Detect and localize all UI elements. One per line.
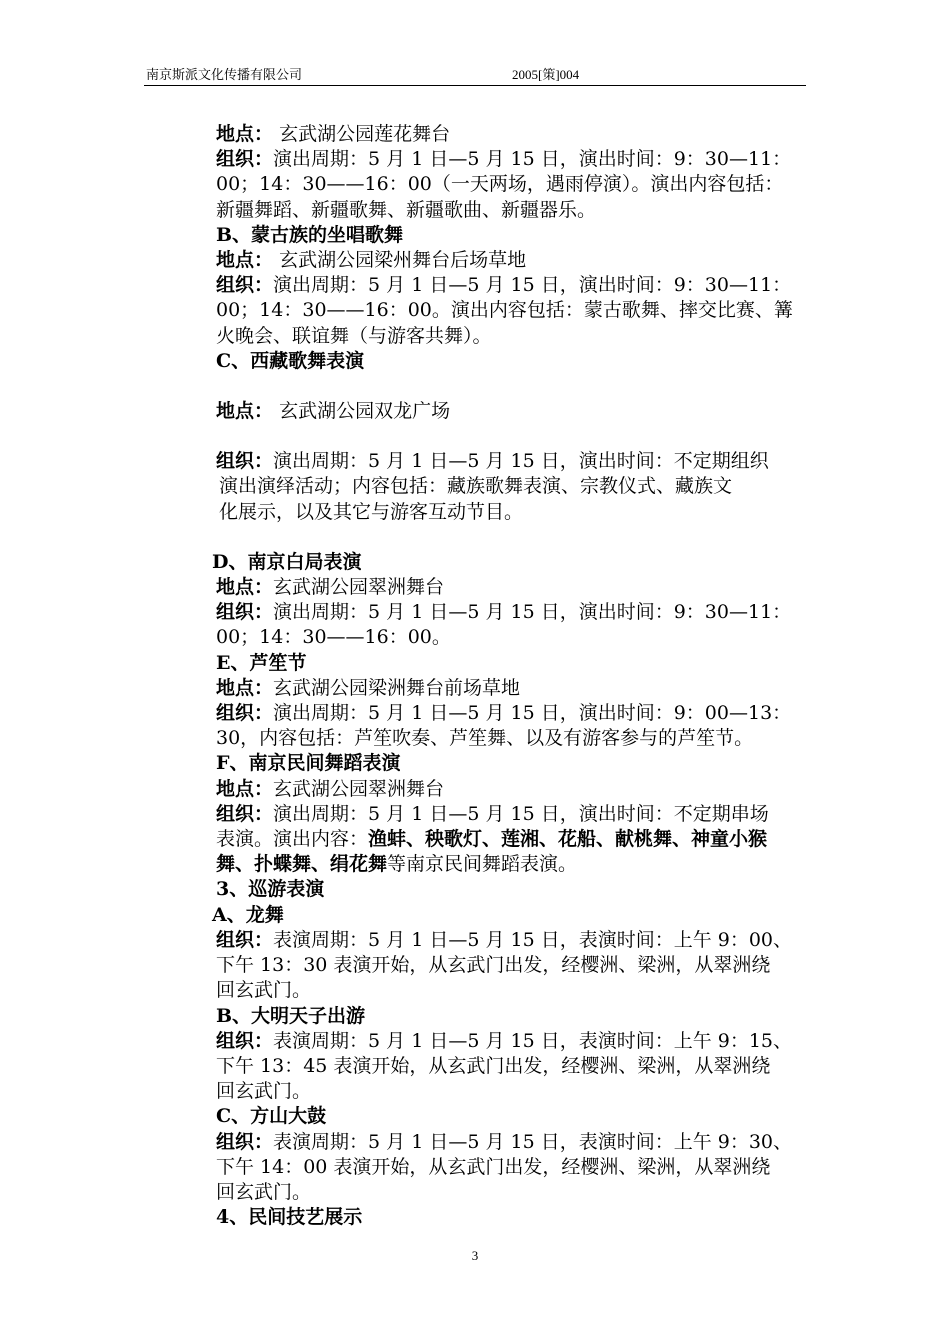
org-line: 组织：表演周期：5 月 1 日—5 月 15 日，表演时间：上午 9：00、 [216, 928, 793, 951]
text-line: 00；14：30——16：00。 [216, 626, 451, 649]
place-label: 地点 [216, 576, 255, 599]
section-heading: 4、民间技艺展示 [216, 1206, 363, 1229]
org-label: 组织 [216, 601, 255, 624]
page-number: 3 [471, 1248, 479, 1263]
section-title: A、龙舞 [212, 903, 284, 926]
place-line: 地点： 玄武湖公园双龙广场 [216, 400, 451, 423]
header-company: 南京斯派文化传播有限公司 [146, 67, 303, 82]
text-line: 新疆舞蹈、新疆歌舞、新疆歌曲、新疆器乐。 [216, 198, 597, 221]
org-label: 组织 [216, 1029, 255, 1052]
place-label: 地点 [216, 123, 255, 145]
document-body [212, 122, 816, 1230]
section-title: B、大明天子出游 [216, 1004, 366, 1027]
org-line: 组织：表演周期：5 月 1 日—5 月 15 日，表演时间：上午 9：30、 [216, 1130, 793, 1153]
text-line: 回玄武门。 [216, 979, 312, 1002]
place-line: 地点： 玄武湖公园梁州舞台后场草地 [216, 249, 527, 272]
org-label: 组织 [216, 148, 255, 171]
section-heading: 3、巡游表演 [216, 878, 325, 901]
text-line: 演出演绎活动；内容包括：藏族歌舞表演、宗教仪式、藏族文 [219, 475, 733, 498]
place-line: 地点：玄武湖公园翠洲舞台 [216, 576, 445, 599]
section-title: E、芦笙节 [216, 651, 307, 674]
org-label: 组织 [216, 702, 255, 725]
org-line: 组织：演出周期：5 月 1 日—5 月 15 日，演出时间：9：30—11： [216, 274, 792, 297]
text-line: 00；14：30——16：00。演出内容包括：蒙古歌舞、摔交比赛、篝 [216, 299, 793, 322]
text-line: 回玄武门。 [216, 1080, 312, 1103]
text-line: 表演。演出内容：渔蚌、秧歌灯、莲湘、花船、献桃舞、神童小猴 [216, 828, 768, 851]
org-label: 组织 [216, 450, 255, 473]
org-line: 组织：演出周期：5 月 1 日—5 月 15 日，演出时间：不定期组织 [216, 450, 769, 473]
text-line: 火晚会、联谊舞（与游客共舞）。 [216, 324, 492, 347]
org-label: 组织 [216, 928, 255, 951]
org-line: 组织：演出周期：5 月 1 日—5 月 15 日，演出时间：9：00—13： [216, 702, 792, 725]
text-line: 下午 13：30 表演开始，从玄武门出发，经樱洲、梁洲，从翠洲绕 [216, 954, 771, 977]
section-title: C、西藏歌舞表演 [216, 349, 365, 372]
text-line: 舞、扑蝶舞、绢花舞等南京民间舞蹈表演。 [216, 853, 578, 876]
section-title: D、南京白局表演 [212, 550, 362, 573]
org-label: 组织 [216, 274, 255, 297]
org-label: 组织 [216, 802, 255, 825]
org-line: 组织：表演周期：5 月 1 日—5 月 15 日，表演时间：上午 9：15、 [216, 1029, 793, 1052]
org-line: 组织：演出周期：5 月 1 日—5 月 15 日，演出时间：9：30—11： [216, 148, 792, 171]
text-line: 00；14：30——16：00（一天两场，遇雨停演）。演出内容包括： [216, 173, 784, 196]
section-title: C、方山大鼓 [216, 1105, 327, 1128]
place-label: 地点 [216, 676, 255, 699]
place-label: 地点 [216, 777, 255, 800]
org-line: 组织：演出周期：5 月 1 日—5 月 15 日，演出时间：不定期串场 [216, 802, 769, 825]
text-line: 回玄武门。 [216, 1180, 312, 1203]
header-divider [144, 85, 806, 86]
place-line: 地点： 玄武湖公园莲花舞台 [216, 123, 451, 145]
place-line: 地点：玄武湖公园翠洲舞台 [216, 777, 445, 800]
dance-list: 渔蚌、秧歌灯、莲湘、花船、献桃舞、神童小猴 [368, 828, 768, 851]
section-title: B、蒙古族的坐唱歌舞 [216, 223, 404, 246]
text-line: 30，内容包括：芦笙吹奏、芦笙舞、以及有游客参与的芦笙节。 [216, 727, 754, 750]
org-label: 组织 [216, 1130, 255, 1153]
place-line: 地点：玄武湖公园梁洲舞台前场草地 [216, 676, 521, 699]
text-line: 下午 14：00 表演开始，从玄武门出发，经樱洲、梁洲，从翠洲绕 [216, 1155, 771, 1178]
org-line: 组织：演出周期：5 月 1 日—5 月 15 日，演出时间：9：30—11： [216, 601, 792, 624]
place-label: 地点 [216, 249, 255, 272]
header-doc-number: 2005[策]004 [512, 67, 580, 82]
text-line: 化展示，以及其它与游客互动节目。 [219, 500, 524, 523]
section-title: F、南京民间舞蹈表演 [216, 752, 401, 775]
dance-list: 舞、扑蝶舞、绢花舞 [216, 853, 388, 876]
place-label: 地点 [216, 400, 255, 423]
text-line: 下午 13：45 表演开始，从玄武门出发，经樱洲、梁洲，从翠洲绕 [216, 1054, 771, 1077]
